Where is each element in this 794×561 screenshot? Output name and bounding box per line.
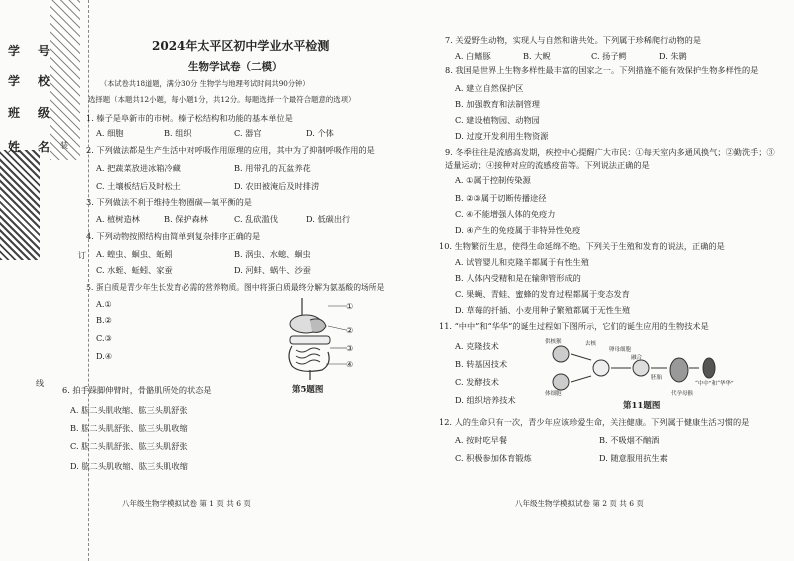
figure-label: 卵母细胞 <box>609 347 632 353</box>
binding-hatch <box>0 150 40 260</box>
binding-field-label: 号 <box>38 44 51 58</box>
option: B. 转基因技术 <box>455 359 508 369</box>
option: A. 植树造林 <box>96 214 140 224</box>
option: D. 河蚌、蜗牛、沙蚕 <box>234 265 311 275</box>
option: B. 用带孔的瓦盆养花 <box>234 163 311 173</box>
option: C. 发酵技术 <box>455 377 499 387</box>
section-heading: 选择题（本题共12小题，每小题1分，共12分。每题选择一个最符合题意的选项） <box>88 95 356 104</box>
option: A. ①属于控制传染源 <box>455 175 531 185</box>
binding-field-label: 名 <box>38 140 51 154</box>
option: D. 肱二头肌收缩、肱三头肌收缩 <box>70 461 188 471</box>
question-stem: 10. 生物繁衍生息，使得生命延绵不绝。下列关于生殖和发育的说法，正确的是 <box>439 241 725 251</box>
option: D. ④产生的免疫属于非特异性免疫 <box>455 225 581 235</box>
option: B. 加强教育和法制管理 <box>455 99 540 109</box>
option: C. 水蛭、蚯蚓、家蚕 <box>96 265 173 275</box>
question-stem: 9. 冬季往往是流感高发期，疾控中心提醒广大市民：①每天室内多通风换气；②勤洗手；③适量运动；④接种对应的流感疫苗等。下列说法正确的是 <box>445 147 775 170</box>
question-stem: 4. 下列动物按照结构由简单到复杂排序正确的是 <box>86 231 261 241</box>
option: C. 建设植物园、动物园 <box>455 115 540 125</box>
option: A. 蝗虫、蛔虫、蚯蚓 <box>96 249 173 259</box>
option: C. 乱砍滥伐 <box>234 214 278 224</box>
question-stem: 2. 下列做法都是生产生活中对呼吸作用原理的应用，其中为了抑制呼吸作用的是 <box>86 145 375 155</box>
question-stem: 8. 我国是世界上生物多样性最丰富的国家之一。下列措施不能有效保护生物多样性的是 <box>445 65 759 75</box>
option: A. 细胞 <box>96 128 124 138</box>
binding-side-mark: 线 <box>36 379 44 388</box>
question-stem: 5. 蛋白质是青少年生长发育必需的营养物质。图中将蛋白质最终分解为氨基酸的场所是 <box>86 283 385 292</box>
question-stem: 6. 拍手跺脚伸臂时，骨骼肌所处的状态是 <box>62 385 212 395</box>
option: A. 建立自然保护区 <box>455 83 524 93</box>
page-footer: 八年级生物学模拟试卷 第 1 页 共 6 页 <box>122 499 251 508</box>
figure-label: ③ <box>346 343 354 353</box>
option: A. 按时吃早餐 <box>455 435 508 445</box>
option: B. 大鲵 <box>523 51 551 61</box>
option: A. 肱二头肌收缩、肱三头肌舒张 <box>70 405 188 415</box>
binding-field-label: 学 <box>8 44 21 58</box>
option: D. 草莓的扦插、小麦用种子繁殖都属于无性生殖 <box>455 305 631 315</box>
figure-label: 去核 <box>585 341 597 347</box>
option: A. 试管婴儿和克隆羊都属于有性生殖 <box>455 257 589 267</box>
option: D. 低碳出行 <box>306 214 351 224</box>
exam-note: （本试卷共18道题，满分30分 生物学与地理考试时间共90分钟） <box>100 79 310 88</box>
binding-field-label: 校 <box>38 74 51 88</box>
question-stem: 11. “中中”和“华华”的诞生过程如下图所示，它们的诞生应用的生物技术是 <box>439 321 709 331</box>
exam-subtitle: 生物学试卷（二模） <box>188 61 283 73</box>
option: C. 积极参加体育锻炼 <box>455 453 532 463</box>
figure-label: “中中”和“华华” <box>695 381 734 387</box>
binding-side-mark: 装 <box>60 141 68 150</box>
binding-field-label: 姓 <box>8 140 21 154</box>
question-stem: 12. 人的生命只有一次，青少年应该珍爱生命，关注健康。下列属于健康生活习惯的是 <box>439 417 750 427</box>
question-stem: 7. 关爱野生动物，实现人与自然和谐共处。下列属于珍稀爬行动物的是 <box>445 35 702 45</box>
option: D.④ <box>96 351 113 361</box>
figure-caption: 第11题图 <box>623 401 661 411</box>
question-stem: 1. 榛子是阜新市的市树。榛子松结构和功能的基本单位是 <box>86 113 293 123</box>
figure-label: 代孕母猴 <box>671 391 694 397</box>
page-2 <box>415 0 790 561</box>
option: C. 果蝇、青蛙、蜜蜂的发育过程都属于变态发育 <box>455 289 630 299</box>
figure-label: 供核猴 <box>545 339 562 345</box>
option: B. 保护森林 <box>164 214 208 224</box>
figure-caption: 第5题图 <box>292 385 324 395</box>
binding-dashed-line <box>88 0 89 561</box>
question-stem: 3. 下列做法不利于维持生物圈碳—氧平衡的是 <box>86 197 252 207</box>
option: A. 克隆技术 <box>455 341 499 351</box>
page-1 <box>62 0 392 561</box>
option: B. 肱二头肌舒张、肱三头肌收缩 <box>70 423 188 433</box>
binding-strip <box>0 0 92 561</box>
option: D. 过度开发利用生物资源 <box>455 131 549 141</box>
binding-field-label: 学 <box>8 74 21 88</box>
option: D. 随意服用抗生素 <box>599 453 668 463</box>
option: C. 肱二头肌舒张、肱三头肌舒张 <box>70 441 188 451</box>
figure-label: 体细胞 <box>545 391 562 397</box>
option: B.② <box>96 315 112 325</box>
option: C. ④不能增强人体的免疫力 <box>455 209 556 219</box>
figure-label: ② <box>346 325 354 335</box>
figure-label: 胚胎 <box>651 375 663 381</box>
page-footer: 八年级生物学模拟试卷 第 2 页 共 6 页 <box>515 499 644 508</box>
binding-side-mark: 订 <box>78 251 86 260</box>
binding-field-label: 级 <box>38 106 51 120</box>
option: A. 白鳍豚 <box>455 51 491 61</box>
option: A.① <box>96 299 112 309</box>
figure-label: ① <box>346 301 354 311</box>
option: B. ②③属于切断传播途径 <box>455 193 547 203</box>
option: B. 人体内受精和是在输卵管形成的 <box>455 273 581 283</box>
option: C.③ <box>96 333 112 343</box>
option: C. 土壤板结后及时松土 <box>96 181 181 191</box>
option: A. 把蔬菜放进冰箱冷藏 <box>96 163 181 173</box>
binding-hatch-top <box>50 0 80 160</box>
option: D. 组织培养技术 <box>455 395 516 405</box>
figure-label: 融合 <box>631 355 643 361</box>
option: B. 组织 <box>164 128 192 138</box>
exam-title: 2024年太平区初中学业水平检测 <box>152 39 330 53</box>
binding-field-label: 班 <box>8 106 21 120</box>
option: D. 个体 <box>306 128 334 138</box>
option: D. 农田被淹后及时排涝 <box>234 181 320 191</box>
option: C. 器官 <box>234 128 262 138</box>
option: D. 朱鹮 <box>659 51 687 61</box>
option: B. 涡虫、水螅、蛔虫 <box>234 249 311 259</box>
figure-label: ④ <box>346 359 354 369</box>
option: B. 不吸烟不酗酒 <box>599 435 660 445</box>
option: C. 扬子鳄 <box>591 51 627 61</box>
